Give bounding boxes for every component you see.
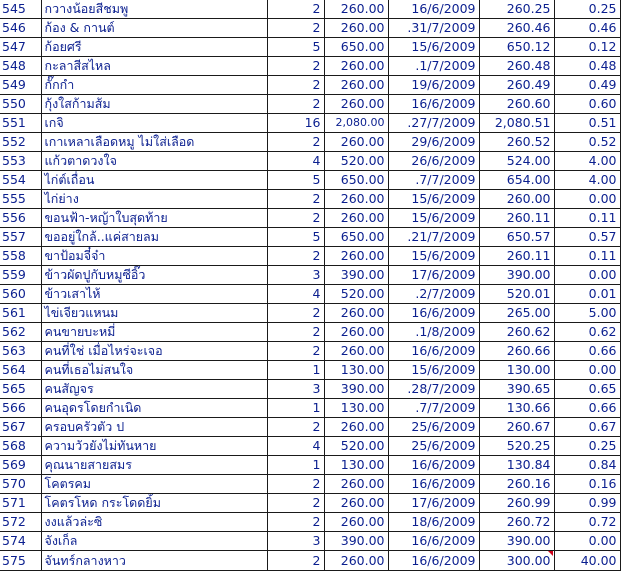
row-number[interactable]: 546 <box>0 19 41 38</box>
row-number[interactable]: 559 <box>0 266 41 285</box>
table-row <box>0 57 620 76</box>
difference-cell[interactable]: 0.66 <box>554 399 620 418</box>
name-cell[interactable]: จังเก็ล <box>41 532 267 551</box>
date-cell[interactable]: 18/6/2009 <box>388 513 479 532</box>
quantity-cell[interactable]: 2 <box>267 76 324 95</box>
quantity-cell[interactable]: 5 <box>267 171 324 190</box>
quantity-cell[interactable]: 2 <box>267 19 324 38</box>
difference-cell[interactable]: 0.49 <box>554 76 620 95</box>
row-number[interactable]: 570 <box>0 475 41 494</box>
date-cell[interactable]: .2/7/2009 <box>388 285 479 304</box>
paid-cell[interactable]: 520.01 <box>479 285 554 304</box>
quantity-cell[interactable]: 16 <box>267 114 324 133</box>
name-cell[interactable]: กุ้งใสก้ามส้ม <box>41 95 267 114</box>
difference-cell[interactable]: 0.62 <box>554 323 620 342</box>
quantity-cell[interactable]: 4 <box>267 152 324 171</box>
date-cell[interactable]: 15/6/2009 <box>388 209 479 228</box>
quantity-cell[interactable]: 4 <box>267 437 324 456</box>
amount-cell[interactable]: 390.00 <box>324 380 388 399</box>
difference-cell[interactable]: 4.00 <box>554 152 620 171</box>
paid-cell[interactable]: 260.99 <box>479 494 554 513</box>
name-cell[interactable]: กวางน้อยสีชมพู <box>41 0 267 19</box>
table-row <box>0 513 620 532</box>
paid-cell[interactable]: 130.00 <box>479 361 554 380</box>
name-cell[interactable]: คุณนายสายสมร <box>41 456 267 475</box>
table-row <box>0 285 620 304</box>
table-row <box>0 551 620 571</box>
table-row <box>0 247 620 266</box>
paid-cell[interactable]: 520.25 <box>479 437 554 456</box>
name-cell[interactable]: คนขายบะหมี่ <box>41 323 267 342</box>
quantity-cell[interactable]: 2 <box>267 551 324 571</box>
date-cell[interactable]: 16/6/2009 <box>388 0 479 19</box>
quantity-cell[interactable]: 2 <box>267 342 324 361</box>
date-cell[interactable]: 17/6/2009 <box>388 266 479 285</box>
quantity-cell[interactable]: 2 <box>267 95 324 114</box>
quantity-cell[interactable]: 5 <box>267 38 324 57</box>
row-number[interactable]: 567 <box>0 418 41 437</box>
paid-cell[interactable]: 390.00 <box>479 532 554 551</box>
name-cell[interactable]: คนอุดรโดยกำเนิด <box>41 399 267 418</box>
amount-cell[interactable]: 260.00 <box>324 95 388 114</box>
paid-cell[interactable]: 260.66 <box>479 342 554 361</box>
paid-cell[interactable]: 260.49 <box>479 76 554 95</box>
difference-cell[interactable]: 0.57 <box>554 228 620 247</box>
date-cell[interactable]: .7/7/2009 <box>388 399 479 418</box>
difference-cell[interactable]: 0.46 <box>554 19 620 38</box>
name-cell[interactable]: ก้อยศรี <box>41 38 267 57</box>
date-cell[interactable]: .31/7/2009 <box>388 19 479 38</box>
difference-cell[interactable]: 0.72 <box>554 513 620 532</box>
date-cell[interactable]: 16/6/2009 <box>388 95 479 114</box>
paid-cell[interactable]: 260.25 <box>479 0 554 19</box>
quantity-cell[interactable]: 2 <box>267 418 324 437</box>
amount-cell[interactable]: 520.00 <box>324 285 388 304</box>
amount-cell[interactable]: 2,080.00 <box>324 114 388 133</box>
quantity-cell[interactable]: 2 <box>267 475 324 494</box>
row-number[interactable]: 548 <box>0 57 41 76</box>
paid-cell[interactable]: 130.66 <box>479 399 554 418</box>
row-number[interactable]: 562 <box>0 323 41 342</box>
quantity-cell[interactable]: 3 <box>267 380 324 399</box>
paid-cell[interactable]: 390.00 <box>479 266 554 285</box>
name-cell[interactable]: ไก่ย่าง <box>41 190 267 209</box>
difference-cell[interactable]: 0.11 <box>554 247 620 266</box>
quantity-cell[interactable]: 2 <box>267 513 324 532</box>
paid-cell[interactable]: 265.00 <box>479 304 554 323</box>
row-number[interactable]: 547 <box>0 38 41 57</box>
date-cell[interactable]: 15/6/2009 <box>388 247 479 266</box>
name-cell[interactable]: โคตรคม <box>41 475 267 494</box>
name-cell[interactable]: แก้วตาดวงใจ <box>41 152 267 171</box>
table-row <box>0 475 620 494</box>
table-row <box>0 19 620 38</box>
paid-cell[interactable]: 260.52 <box>479 133 554 152</box>
table-row <box>0 494 620 513</box>
name-cell[interactable]: โคตรโหด กระโดดยิ้ม <box>41 494 267 513</box>
date-cell[interactable]: 26/6/2009 <box>388 152 479 171</box>
row-number[interactable]: 563 <box>0 342 41 361</box>
date-cell[interactable]: 16/6/2009 <box>388 304 479 323</box>
table-row <box>0 380 620 399</box>
date-cell[interactable]: 15/6/2009 <box>388 38 479 57</box>
table-row <box>0 209 620 228</box>
table-row <box>0 323 620 342</box>
difference-cell[interactable]: 0.52 <box>554 133 620 152</box>
date-cell[interactable]: .1/8/2009 <box>388 323 479 342</box>
amount-cell[interactable]: 260.00 <box>324 323 388 342</box>
difference-cell[interactable]: 0.99 <box>554 494 620 513</box>
row-number[interactable]: 575 <box>0 551 41 571</box>
row-number[interactable]: 561 <box>0 304 41 323</box>
amount-cell[interactable]: 650.00 <box>324 38 388 57</box>
name-cell[interactable]: คนที่ใช่ เมื่อไหร่จะเจอ <box>41 342 267 361</box>
row-number[interactable]: 557 <box>0 228 41 247</box>
amount-cell[interactable]: 260.00 <box>324 418 388 437</box>
difference-cell[interactable]: 0.01 <box>554 285 620 304</box>
difference-cell[interactable]: 0.11 <box>554 209 620 228</box>
row-number[interactable]: 555 <box>0 190 41 209</box>
table-row <box>0 228 620 247</box>
amount-cell[interactable]: 260.00 <box>324 19 388 38</box>
row-number[interactable]: 545 <box>0 0 41 19</box>
date-cell[interactable]: .1/7/2009 <box>388 57 479 76</box>
table-row <box>0 38 620 57</box>
date-cell[interactable]: 16/6/2009 <box>388 475 479 494</box>
row-number[interactable]: 564 <box>0 361 41 380</box>
amount-cell[interactable]: 260.00 <box>324 551 388 571</box>
quantity-cell[interactable]: 2 <box>267 304 324 323</box>
row-number[interactable]: 556 <box>0 209 41 228</box>
paid-cell[interactable]: 260.72 <box>479 513 554 532</box>
table-row <box>0 532 620 551</box>
table-row <box>0 95 620 114</box>
date-cell[interactable]: .21/7/2009 <box>388 228 479 247</box>
amount-cell[interactable]: 260.00 <box>324 475 388 494</box>
amount-cell[interactable]: 520.00 <box>324 152 388 171</box>
date-cell[interactable]: .28/7/2009 <box>388 380 479 399</box>
quantity-cell[interactable]: 2 <box>267 0 324 19</box>
difference-cell[interactable]: 0.84 <box>554 456 620 475</box>
name-cell[interactable]: งงแล้วล่ะซิ <box>41 513 267 532</box>
table-row <box>0 399 620 418</box>
amount-cell[interactable]: 260.00 <box>324 190 388 209</box>
name-cell[interactable]: คนที่เธอไม่สนใจ <box>41 361 267 380</box>
paid-cell[interactable]: 260.48 <box>479 57 554 76</box>
difference-cell[interactable]: 0.25 <box>554 0 620 19</box>
difference-cell[interactable]: 40.00 <box>554 551 620 571</box>
table-row <box>0 114 620 133</box>
paid-cell[interactable]: 130.84 <box>479 456 554 475</box>
difference-cell[interactable]: 0.16 <box>554 475 620 494</box>
quantity-cell[interactable]: 2 <box>267 190 324 209</box>
difference-cell[interactable]: 0.66 <box>554 342 620 361</box>
name-cell[interactable]: กะลาสีสไหล <box>41 57 267 76</box>
date-cell[interactable]: 15/6/2009 <box>388 361 479 380</box>
table-row <box>0 133 620 152</box>
row-number[interactable]: 574 <box>0 532 41 551</box>
name-cell[interactable]: ความวัวยังไม่ทันหาย <box>41 437 267 456</box>
name-cell[interactable]: จันทร์กลางหาว <box>41 551 267 571</box>
amount-cell[interactable]: 390.00 <box>324 532 388 551</box>
difference-cell[interactable]: 0.25 <box>554 437 620 456</box>
quantity-cell[interactable]: 2 <box>267 247 324 266</box>
row-number[interactable]: 558 <box>0 247 41 266</box>
name-cell[interactable]: ครอบครัวตัว ป <box>41 418 267 437</box>
difference-cell[interactable]: 5.00 <box>554 304 620 323</box>
row-number[interactable]: 568 <box>0 437 41 456</box>
quantity-cell[interactable]: 2 <box>267 494 324 513</box>
amount-cell[interactable]: 390.00 <box>324 266 388 285</box>
difference-cell[interactable]: 0.00 <box>554 266 620 285</box>
row-number[interactable]: 569 <box>0 456 41 475</box>
amount-cell[interactable]: 130.00 <box>324 399 388 418</box>
date-cell[interactable]: .7/7/2009 <box>388 171 479 190</box>
difference-cell[interactable]: 0.60 <box>554 95 620 114</box>
name-cell[interactable]: คนสัญจร <box>41 380 267 399</box>
quantity-cell[interactable]: 3 <box>267 532 324 551</box>
date-cell[interactable]: 19/6/2009 <box>388 76 479 95</box>
amount-cell[interactable]: 260.00 <box>324 513 388 532</box>
amount-cell[interactable]: 130.00 <box>324 456 388 475</box>
table-row <box>0 171 620 190</box>
table-row <box>0 152 620 171</box>
paid-cell[interactable]: 260.16 <box>479 475 554 494</box>
paid-cell[interactable]: 650.57 <box>479 228 554 247</box>
quantity-cell[interactable]: 2 <box>267 323 324 342</box>
difference-cell[interactable]: 0.12 <box>554 38 620 57</box>
paid-cell[interactable]: 650.12 <box>479 38 554 57</box>
difference-cell[interactable]: 0.00 <box>554 532 620 551</box>
paid-cell[interactable]: 260.46 <box>479 19 554 38</box>
difference-cell[interactable]: 0.65 <box>554 380 620 399</box>
paid-cell[interactable]: 300.00 <box>479 551 554 571</box>
difference-cell[interactable]: 0.51 <box>554 114 620 133</box>
table-row <box>0 437 620 456</box>
difference-cell[interactable]: 0.00 <box>554 190 620 209</box>
row-number[interactable]: 560 <box>0 285 41 304</box>
quantity-cell[interactable]: 2 <box>267 133 324 152</box>
amount-cell[interactable]: 650.00 <box>324 228 388 247</box>
paid-cell[interactable]: 260.11 <box>479 209 554 228</box>
name-cell[interactable]: เกจิ <box>41 114 267 133</box>
name-cell[interactable]: เกาเหลาเลือดหมู ไม่ใส่เลือด <box>41 133 267 152</box>
table-row <box>0 0 620 19</box>
difference-cell[interactable]: 0.67 <box>554 418 620 437</box>
date-cell[interactable]: 16/6/2009 <box>388 551 479 571</box>
table-row <box>0 342 620 361</box>
amount-cell[interactable]: 260.00 <box>324 342 388 361</box>
date-cell[interactable]: 16/6/2009 <box>388 532 479 551</box>
table-row <box>0 361 620 380</box>
date-cell[interactable]: 16/6/2009 <box>388 456 479 475</box>
paid-cell[interactable]: 260.62 <box>479 323 554 342</box>
row-number[interactable]: 566 <box>0 399 41 418</box>
date-cell[interactable]: 15/6/2009 <box>388 190 479 209</box>
name-cell[interactable]: ไก่ต์เถื่อน <box>41 171 267 190</box>
quantity-cell[interactable]: 2 <box>267 209 324 228</box>
paid-cell[interactable]: 2,080.51 <box>479 114 554 133</box>
table-row <box>0 456 620 475</box>
amount-cell[interactable]: 260.00 <box>324 133 388 152</box>
amount-cell[interactable]: 260.00 <box>324 247 388 266</box>
amount-cell[interactable]: 650.00 <box>324 171 388 190</box>
comment-indicator-icon[interactable] <box>548 551 553 556</box>
amount-cell[interactable]: 260.00 <box>324 76 388 95</box>
amount-cell[interactable]: 260.00 <box>324 494 388 513</box>
row-number[interactable]: 554 <box>0 171 41 190</box>
amount-cell[interactable]: 520.00 <box>324 437 388 456</box>
paid-cell[interactable]: 654.00 <box>479 171 554 190</box>
quantity-cell[interactable]: 4 <box>267 285 324 304</box>
name-cell[interactable]: ไข่เจียวแหนม <box>41 304 267 323</box>
name-cell[interactable]: ก้อง & กานต์ <box>41 19 267 38</box>
difference-cell[interactable]: 0.48 <box>554 57 620 76</box>
paid-cell[interactable]: 260.60 <box>479 95 554 114</box>
paid-cell[interactable]: 390.65 <box>479 380 554 399</box>
paid-cell[interactable]: 260.67 <box>479 418 554 437</box>
name-cell[interactable]: กั๊กกำ <box>41 76 267 95</box>
date-cell[interactable]: 16/6/2009 <box>388 342 479 361</box>
date-cell[interactable]: 29/6/2009 <box>388 133 479 152</box>
amount-cell[interactable]: 260.00 <box>324 0 388 19</box>
amount-cell[interactable]: 130.00 <box>324 361 388 380</box>
quantity-cell[interactable]: 5 <box>267 228 324 247</box>
date-cell[interactable]: 25/6/2009 <box>388 437 479 456</box>
quantity-cell[interactable]: 1 <box>267 399 324 418</box>
name-cell[interactable]: ขาป้อมจี๋จ๋า <box>41 247 267 266</box>
row-number[interactable]: 572 <box>0 513 41 532</box>
quantity-cell[interactable]: 1 <box>267 361 324 380</box>
amount-cell[interactable]: 260.00 <box>324 57 388 76</box>
table-row <box>0 304 620 323</box>
paid-cell[interactable]: 524.00 <box>479 152 554 171</box>
name-cell[interactable]: ขออยู่ใกล้..แค่สายลม <box>41 228 267 247</box>
table-row <box>0 418 620 437</box>
row-number[interactable]: 552 <box>0 133 41 152</box>
row-number[interactable]: 571 <box>0 494 41 513</box>
date-cell[interactable]: 17/6/2009 <box>388 494 479 513</box>
row-number[interactable]: 551 <box>0 114 41 133</box>
quantity-cell[interactable]: 3 <box>267 266 324 285</box>
row-number[interactable]: 550 <box>0 95 41 114</box>
table-row <box>0 76 620 95</box>
quantity-cell[interactable]: 2 <box>267 57 324 76</box>
amount-cell[interactable]: 260.00 <box>324 304 388 323</box>
quantity-cell[interactable]: 1 <box>267 456 324 475</box>
date-cell[interactable]: 25/6/2009 <box>388 418 479 437</box>
difference-cell[interactable]: 4.00 <box>554 171 620 190</box>
name-cell[interactable]: ข้าวเสาไห้ <box>41 285 267 304</box>
name-cell[interactable]: ข้าวผัดปูกับหมูซีอิ๊ว <box>41 266 267 285</box>
amount-cell[interactable]: 260.00 <box>324 209 388 228</box>
row-number[interactable]: 553 <box>0 152 41 171</box>
paid-cell[interactable]: 260.00 <box>479 190 554 209</box>
difference-cell[interactable]: 0.00 <box>554 361 620 380</box>
table-row <box>0 190 620 209</box>
paid-cell[interactable]: 260.11 <box>479 247 554 266</box>
date-cell[interactable]: .27/7/2009 <box>388 114 479 133</box>
row-number[interactable]: 565 <box>0 380 41 399</box>
table-row <box>0 266 620 285</box>
row-number[interactable]: 549 <box>0 76 41 95</box>
name-cell[interactable]: ขอนฟ้า-หญ้าใบสุดท้าย <box>41 209 267 228</box>
